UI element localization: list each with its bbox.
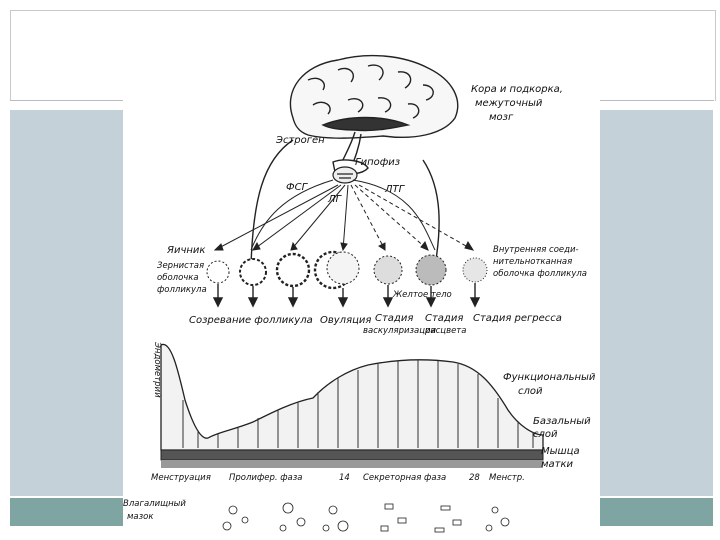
- pituitary-label: Гипофиз: [355, 157, 401, 168]
- vaginal-smear-line2: мазок: [127, 512, 154, 522]
- ltg-label: ЛТГ: [385, 184, 405, 195]
- left-side-panel: [10, 110, 123, 496]
- uterine-muscle-label: [541, 446, 580, 470]
- fsh-label: ФСГ: [286, 182, 308, 193]
- granulosa-label: [157, 261, 207, 295]
- vaginal-smear-line1: Влагалищный: [123, 499, 186, 509]
- follicle-stages: [207, 252, 487, 288]
- theca-label: [493, 245, 587, 279]
- phase-menstruation-label: Менструация: [151, 473, 211, 483]
- menstrual-cycle-figure: [123, 40, 600, 540]
- uterine-muscle-line2: матки: [541, 459, 574, 470]
- stage-ovulation-label: Овуляция: [320, 315, 372, 326]
- basal-layer-label: [533, 416, 591, 440]
- endometrium-label: Эндометрий: [152, 342, 162, 398]
- day-14-label: 14: [339, 473, 350, 483]
- right-footer-bar: [600, 498, 713, 526]
- right-side-panel: [600, 110, 713, 496]
- stage-bloom-line2: расцвета: [425, 326, 467, 336]
- pituitary-gland: [333, 167, 357, 183]
- day-28-label: 28: [469, 473, 480, 483]
- basal-layer-line2: слой: [533, 429, 558, 440]
- stage-bloom-line1: Стадия: [425, 313, 464, 324]
- theca-label-line3: оболочка фолликула: [493, 269, 588, 279]
- granulosa-label-line3: фолликула: [157, 285, 207, 295]
- uterine-muscle-line1: Мышца: [541, 446, 580, 457]
- stage-regression-label: Стадия регресса: [473, 313, 562, 324]
- cortex-label: [471, 84, 563, 123]
- phase-proliferation-label: Пролифер. фаза: [229, 473, 303, 483]
- lh-label: ЛГ: [328, 194, 342, 205]
- theca-label-line2: нительнотканная: [493, 257, 573, 267]
- corpus-luteum-label: Желтое тело: [393, 290, 452, 300]
- stage-vascularization-line2: васкуляризации: [363, 326, 437, 336]
- cycle-timeline-labels: [151, 473, 525, 483]
- cortex-label-line3: мозг: [489, 112, 514, 123]
- vaginal-smear-label: [123, 499, 186, 522]
- functional-layer-line1: Функциональный: [503, 372, 596, 383]
- granulosa-label-line2: оболочка: [157, 273, 199, 283]
- phase-menstr-label: Менстр.: [489, 473, 525, 483]
- diagram-svg: [123, 40, 600, 540]
- basal-layer-line1: Базальный: [533, 416, 591, 427]
- cortex-label-line2: межуточный: [475, 98, 543, 109]
- endometrium-profile: [161, 344, 543, 468]
- phase-secretory-label: Секреторная фаза: [363, 473, 447, 483]
- theca-label-line1: Внутренняя соеди-: [493, 245, 579, 255]
- estrogen-label: Эстроген: [276, 135, 325, 146]
- cortex-label-line1: Кора и подкорка,: [471, 84, 563, 95]
- stage-bloom-label: [424, 313, 466, 336]
- stage-vascularization-line1: Стадия: [375, 313, 414, 324]
- granulosa-label-line1: Зернистая: [157, 261, 205, 271]
- vaginal-smear-samples: [223, 503, 509, 532]
- functional-layer-line2: слой: [518, 386, 543, 397]
- stage-maturation-label: Созревание фолликула: [189, 315, 313, 326]
- ovary-label: Яичник: [167, 245, 206, 256]
- functional-layer-label: [503, 372, 596, 397]
- left-footer-bar: [10, 498, 123, 526]
